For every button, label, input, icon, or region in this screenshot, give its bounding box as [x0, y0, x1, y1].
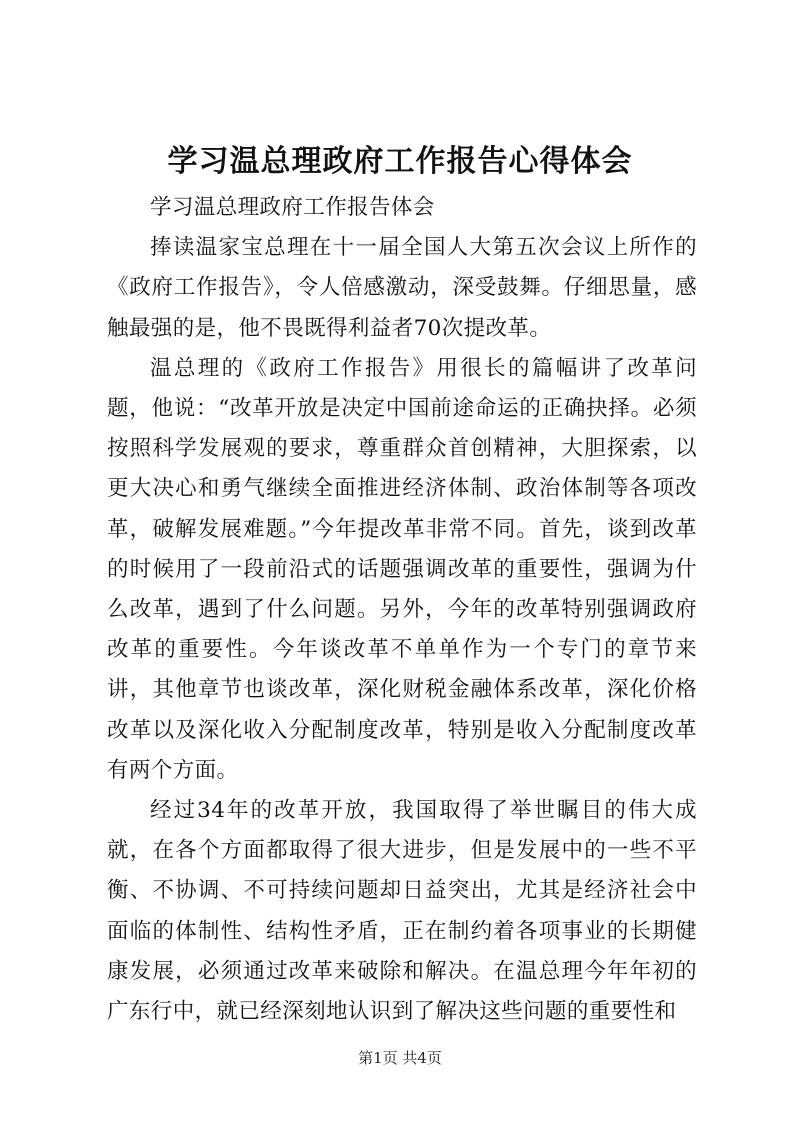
paragraph-intro: 捧读温家宝总理在十一届全国人大第五次会议上所作的《政府工作报告》，令人倍感激动，深受鼓舞。仔细思量，感触最强的是，他不畏既得利益者70次提改革。 — [107, 235, 697, 341]
paragraph-achievements: 经过34年的改革开放，我国取得了举世瞩目的伟大成就，在各个方面都取得了很大进步，但是发展中的一些不平衡、不协调、不可持续问题却日益突出，尤其是经济社会中面临的体制性、结构性矛盾，正在制约着各项事业的长期健康发展，必须通过改革来破除和解决。在温总理今年年初的广东行中，就已经深刻地认识到了解决这些问题的重要性和 — [107, 798, 697, 1025]
document-subtitle: 学习温总理政府工作报告体会 — [150, 195, 435, 220]
document-body — [107, 188, 697, 1032]
page-number-footer: 第1页 共4页 — [358, 1049, 442, 1067]
paragraph-reform: 温总理的《政府工作报告》用很长的篇幅讲了改革问题，他说：“改革开放是决定中国前途命运的正确抉择。必须按照科学发展观的要求，尊重群众首创精神，大胆探索，以更大决心和勇气继续全面推进经济体制、政治体制等各项改革，破解发展难题。”今年提改革非常不同。首先，谈到改革的时候用了一段前沿式的话题强调改革的重要性，强调为什么改革，遇到了什么问题。另外，今年的改革特别强调政府改革的重要性。今年谈改革不单单作为一个专门的章节来讲，其他章节也谈改革，深化财税金融体系改革，深化价格改革以及深化收入分配制度改革，特别是收入分配制度改革有两个方面。 — [107, 355, 697, 783]
document-title: 学习温总理政府工作报告心得体会 — [167, 144, 633, 179]
